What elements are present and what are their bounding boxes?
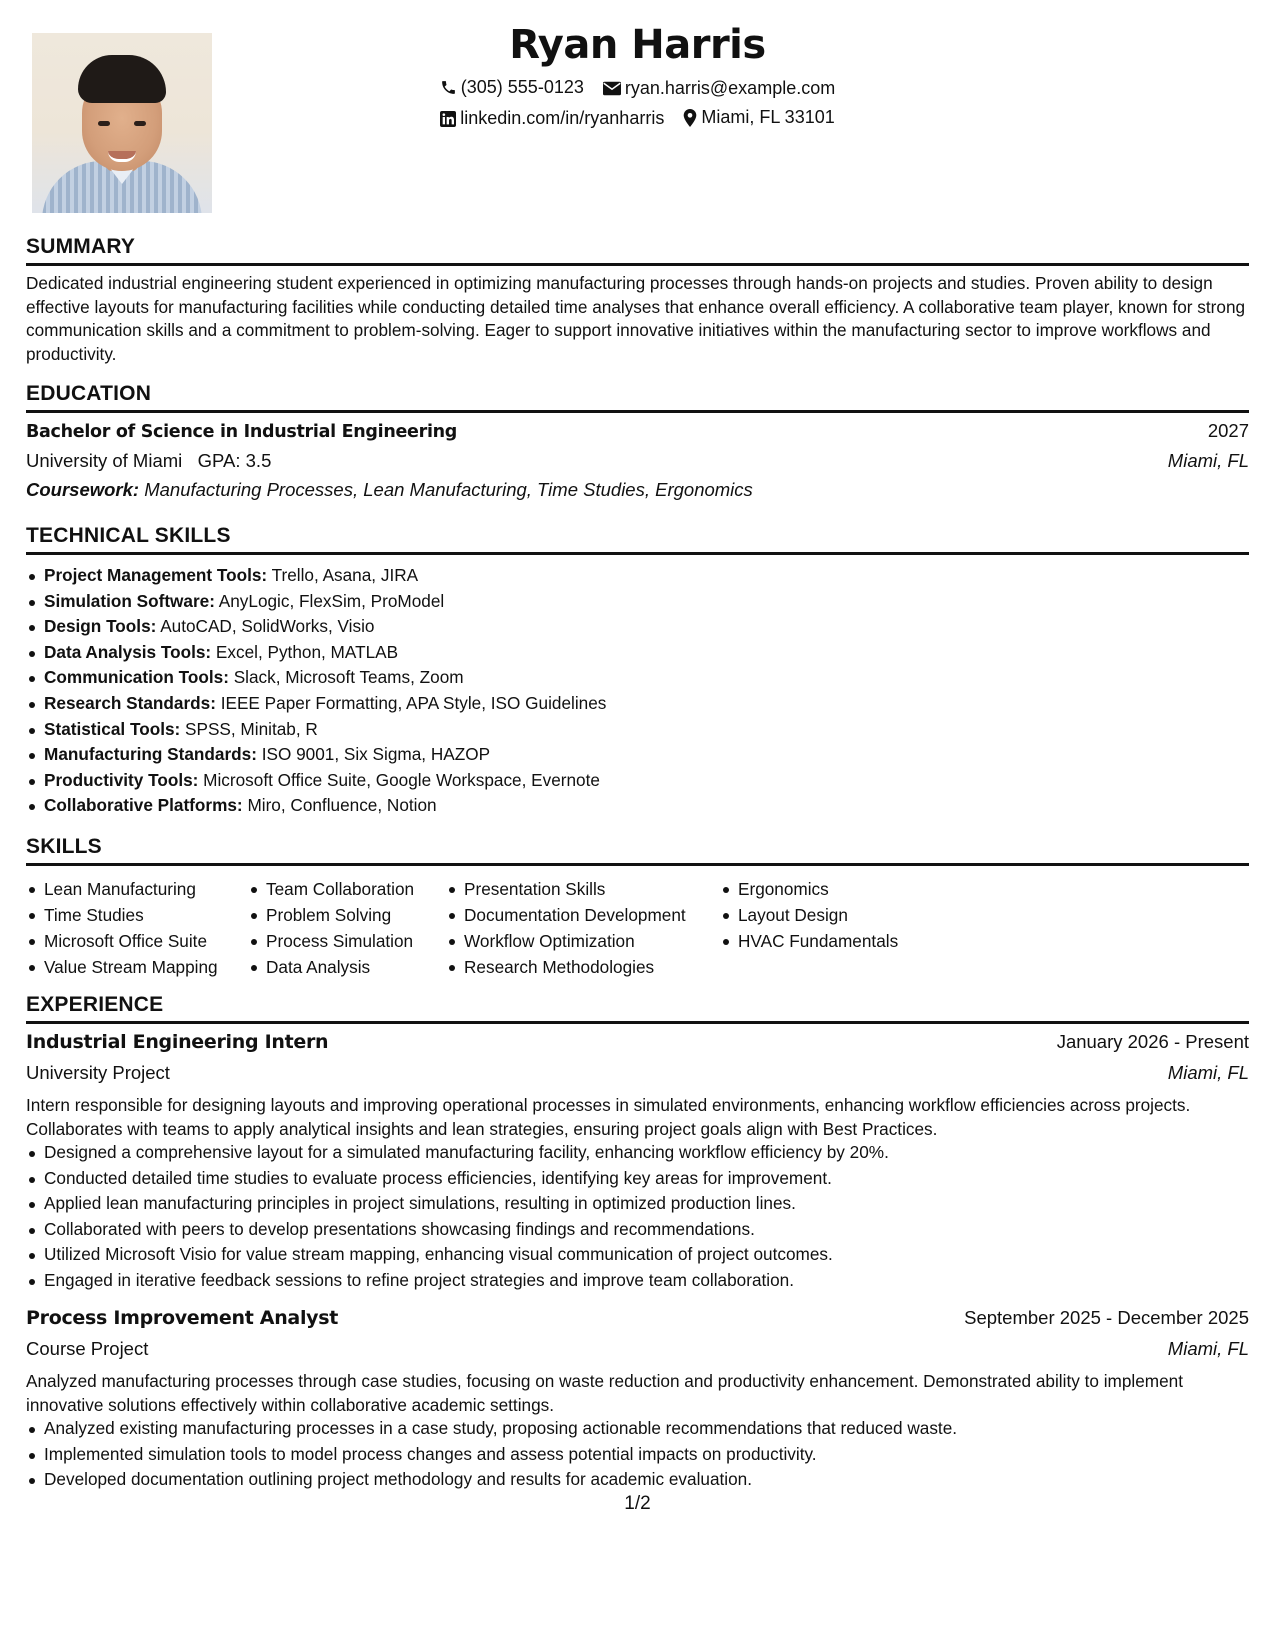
- list-item: Utilized Microsoft Visio for value stream mapping, enhancing visual communication of project outcomes.: [26, 1242, 889, 1268]
- coursework-line: [26, 479, 1249, 501]
- list-item: Lean Manufacturing: [26, 876, 248, 902]
- technical-skills-heading: TECHNICAL SKILLS: [26, 524, 1249, 555]
- list-item: Team Collaboration: [248, 876, 446, 902]
- resume-page: [26, 0, 1249, 1650]
- job-organization: University Project: [26, 1062, 170, 1083]
- list-item: Applied lean manufacturing principles in project simulations, resulting in optimized production lines.: [26, 1191, 889, 1217]
- skills-grid: [26, 876, 940, 980]
- phone-contact[interactable]: [440, 77, 584, 98]
- contact-row-1: [26, 77, 1249, 101]
- coursework-list: Manufacturing Processes, Lean Manufacturing, Time Studies, Ergonomics: [144, 479, 753, 500]
- technical-skills-list: [26, 563, 606, 819]
- page-number: 1/2: [624, 1493, 651, 1514]
- list-item: Design Tools: AutoCAD, SolidWorks, Visio: [26, 614, 606, 640]
- contact-row-2: [26, 107, 1249, 132]
- job-organization: Course Project: [26, 1338, 149, 1359]
- list-item: Workflow Optimization: [446, 928, 720, 954]
- school-name: University of Miami: [26, 450, 183, 471]
- school-line: [26, 450, 271, 472]
- list-item: Engaged in iterative feedback sessions to refine project strategies and improve team collaboration.: [26, 1268, 889, 1294]
- job-dates: January 2026 - Present: [1056, 1031, 1249, 1052]
- education-location: Miami, FL: [1167, 450, 1249, 471]
- list-item: Simulation Software: AnyLogic, FlexSim, ProModel: [26, 589, 606, 615]
- list-item: Time Studies: [26, 902, 248, 928]
- list-item: Conducted detailed time studies to evaluate process efficiencies, identifying key areas for improvement.: [26, 1166, 889, 1192]
- education-row-2: [26, 450, 1249, 472]
- job-description: Analyzed manufacturing processes through case studies, focusing on waste reduction and productivity enhancement. Demonstrated ability to implement innovative solutions effectively within collaborative academic settings.: [26, 1371, 1183, 1415]
- job-dates: September 2025 - December 2025: [964, 1307, 1249, 1328]
- envelope-icon: [603, 81, 621, 96]
- list-item: Productivity Tools: Microsoft Office Suite, Google Workspace, Evernote: [26, 768, 606, 794]
- list-item: Manufacturing Standards: ISO 9001, Six Sigma, HAZOP: [26, 742, 606, 768]
- skills-column-3: [446, 876, 720, 980]
- degree: Bachelor of Science in Industrial Engineering: [26, 422, 458, 442]
- email-text: ryan.harris@example.com: [624, 78, 836, 98]
- gpa: GPA: 3.5: [197, 450, 272, 471]
- list-item: Presentation Skills: [446, 876, 720, 902]
- list-item: HVAC Fundamentals: [720, 928, 940, 954]
- job-description: Intern responsible for designing layouts and improving operational processes in simulated environments, enhancing workflow efficiencies across projects. Collaborates with teams to apply analytical insights and lean strategies, ensuring project goals align with Best Practices.: [26, 1095, 1191, 1139]
- list-item: Layout Design: [720, 902, 940, 928]
- map-pin-icon: [683, 109, 697, 127]
- education-row-1: [26, 420, 1249, 442]
- graduation-year: 2027: [1207, 420, 1249, 441]
- job-1-header: [26, 1031, 1249, 1053]
- skills-column-2: [248, 876, 446, 980]
- list-item: Designed a comprehensive layout for a simulated manufacturing facility, enhancing workflow efficiency by 20%.: [26, 1140, 889, 1166]
- job-2-subheader: [26, 1338, 1249, 1360]
- job-1-bullets: [26, 1140, 889, 1294]
- list-item: Collaborative Platforms: Miro, Confluence, Notion: [26, 793, 606, 819]
- education-heading: EDUCATION: [26, 382, 1249, 413]
- job-2-header: [26, 1307, 1249, 1329]
- linkedin-contact[interactable]: [440, 108, 664, 129]
- summary-text: Dedicated industrial engineering student experienced in optimizing manufacturing processes through hands-on projects and studies. Proven ability to design effective layouts for manufacturing facilities while conducting detailed time analyses that enhance overall efficiency. A collaborative team player, known for strong communication skills and a commitment to problem-solving. Eager to support innovative initiatives within the manufacturing sector to improve workflows and productivity.: [26, 273, 1246, 364]
- list-item: Implemented simulation tools to model process changes and assess potential impacts on productivity.: [26, 1442, 957, 1468]
- list-item: Microsoft Office Suite: [26, 928, 248, 954]
- list-item: Research Standards: IEEE Paper Formatting, APA Style, ISO Guidelines: [26, 691, 606, 717]
- summary-heading: SUMMARY: [26, 235, 1249, 266]
- job-location: Miami, FL: [1167, 1338, 1249, 1359]
- candidate-name: Ryan Harris: [509, 22, 766, 68]
- skills-heading: SKILLS: [26, 835, 1249, 866]
- job-1-subheader: [26, 1062, 1249, 1084]
- list-item: Analyzed existing manufacturing processes in a case study, proposing actionable recommendations that reduced waste.: [26, 1416, 957, 1442]
- list-item: Documentation Development: [446, 902, 720, 928]
- list-item: Data Analysis: [248, 954, 446, 980]
- list-item: Value Stream Mapping: [26, 954, 248, 980]
- list-item: Developed documentation outlining project methodology and results for academic evaluation.: [26, 1467, 957, 1493]
- coursework-label: Coursework:: [26, 479, 140, 500]
- job-title: Process Improvement Analyst: [26, 1307, 339, 1329]
- location-contact: [683, 107, 834, 128]
- linkedin-icon: [440, 111, 456, 127]
- phone-text: (305) 555-0123: [460, 77, 584, 97]
- job-title: Industrial Engineering Intern: [26, 1031, 329, 1053]
- list-item: Project Management Tools: Trello, Asana, JIRA: [26, 563, 606, 589]
- list-item: Problem Solving: [248, 902, 446, 928]
- list-item: Communication Tools: Slack, Microsoft Teams, Zoom: [26, 665, 606, 691]
- list-item: Research Methodologies: [446, 954, 720, 980]
- email-contact[interactable]: [603, 78, 835, 99]
- skills-column-4: [720, 876, 940, 980]
- phone-icon: [440, 79, 457, 96]
- experience-heading: EXPERIENCE: [26, 993, 1249, 1024]
- job-2-bullets: [26, 1416, 957, 1493]
- job-location: Miami, FL: [1167, 1062, 1249, 1083]
- list-item: Collaborated with peers to develop presentations showcasing findings and recommendations.: [26, 1217, 889, 1243]
- list-item: Data Analysis Tools: Excel, Python, MATLAB: [26, 640, 606, 666]
- list-item: Statistical Tools: SPSS, Minitab, R: [26, 717, 606, 743]
- location-text: Miami, FL 33101: [701, 107, 835, 127]
- skills-column-1: [26, 876, 248, 980]
- linkedin-text: linkedin.com/in/ryanharris: [460, 108, 665, 128]
- list-item: Process Simulation: [248, 928, 446, 954]
- list-item: Ergonomics: [720, 876, 940, 902]
